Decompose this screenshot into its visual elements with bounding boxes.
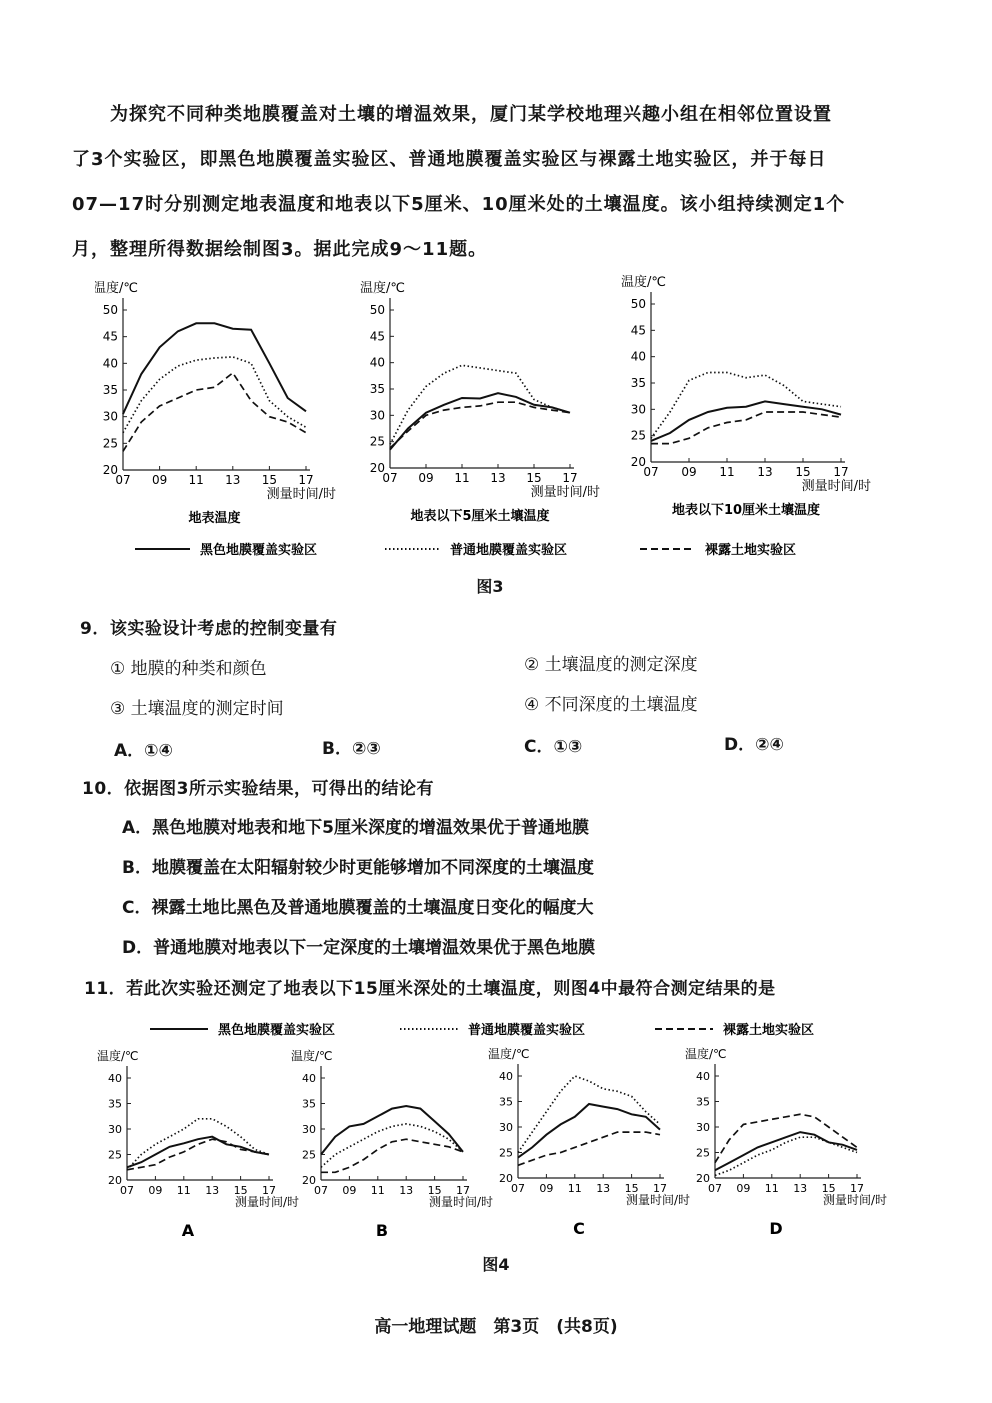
y-tick-label: 40 (696, 1070, 710, 1083)
x-tick-label: 15 (795, 465, 811, 479)
intro-line: 了3个实验区，即黑色地膜覆盖实验区、普通地膜覆盖实验区与裸露土地实验区，并于每日 (72, 149, 827, 170)
series-line-dotted (651, 373, 841, 439)
x-tick-label: 09 (151, 473, 168, 487)
y-tick-label: 35 (302, 1097, 316, 1111)
x-tick-label: 09 (342, 1184, 357, 1197)
y-tick-label: 30 (102, 409, 118, 424)
chart (685, 1046, 887, 1238)
legend-label: 裸露土地实验区 (705, 543, 797, 558)
y-tick-label: 20 (369, 461, 385, 475)
x-axis-label: 测量时间/时 (234, 1195, 299, 1209)
figure-4-label: 图4 (482, 1255, 510, 1274)
x-axis-label: 测量时间/时 (822, 1193, 887, 1207)
x-tick-label: 09 (539, 1182, 554, 1195)
q10-choice-a[interactable]: A．黑色地膜对地表和地下5厘米深度的增温效果优于普通地膜 (122, 818, 589, 838)
x-tick-label: 11 (188, 473, 204, 487)
x-tick-label: 11 (370, 1184, 385, 1197)
x-tick-label: 13 (205, 1184, 220, 1197)
y-tick-label: 25 (102, 436, 118, 451)
figure-3-charts (95, 270, 885, 570)
x-axis-label: 测量时间/时 (530, 485, 600, 500)
option-letter: B (375, 1221, 389, 1240)
x-tick-label: 11 (176, 1184, 191, 1197)
y-tick-label: 40 (630, 349, 646, 364)
q9-item: ④ 不同深度的土壤温度 (524, 695, 698, 715)
option-letter: A (181, 1221, 195, 1240)
q9-item: ③ 土壤温度的测定时间 (110, 699, 284, 719)
x-tick-label: 15 (233, 1184, 248, 1197)
x-tick-label: 17 (262, 1184, 276, 1197)
question-10-stem: 10．依据图3所示实验结果，可得出的结论有 (82, 779, 434, 799)
x-tick-label: 11 (764, 1182, 779, 1195)
series-line-dashed (123, 373, 306, 451)
y-tick-label: 40 (302, 1072, 316, 1085)
x-axis-label: 测量时间/时 (625, 1193, 690, 1207)
series-line-solid (321, 1106, 463, 1155)
x-tick-label: 07 (115, 473, 131, 487)
x-tick-label: 07 (511, 1182, 525, 1195)
y-tick-label: 35 (696, 1095, 710, 1109)
x-axis-label: 测量时间/时 (801, 479, 871, 494)
x-axis-label: 测量时间/时 (266, 487, 336, 502)
y-tick-label: 20 (630, 455, 646, 469)
x-tick-label: 17 (298, 473, 314, 487)
q9-choice-c[interactable]: C．①③ (524, 737, 583, 757)
legend-label: 普通地膜覆盖实验区 (468, 1023, 586, 1038)
x-tick-label: 17 (653, 1182, 667, 1195)
y-tick-label: 25 (696, 1146, 710, 1160)
q9-item: ② 土壤温度的测定深度 (524, 655, 698, 675)
y-tick-label: 25 (302, 1148, 316, 1162)
y-axis-label: 温度/℃ (621, 275, 666, 290)
x-tick-label: 11 (454, 471, 470, 485)
y-tick-label: 25 (630, 428, 646, 443)
series-line-dashed (390, 402, 570, 448)
x-tick-label: 07 (643, 465, 659, 479)
y-tick-label: 40 (369, 355, 385, 370)
legend-label: 黑色地膜覆盖实验区 (218, 1023, 336, 1038)
figure-4 (95, 1012, 895, 1277)
y-tick-label: 30 (696, 1121, 710, 1134)
chart (621, 274, 871, 518)
y-tick-label: 20 (499, 1172, 513, 1185)
series-line-solid (518, 1104, 660, 1158)
series-line-dashed (321, 1139, 463, 1172)
x-tick-label: 13 (757, 465, 773, 479)
chart (95, 280, 336, 526)
series-line-solid (123, 323, 306, 414)
intro-paragraph (72, 92, 902, 272)
y-tick-label: 25 (108, 1148, 122, 1162)
q9-choice-a[interactable]: A．①④ (114, 741, 173, 761)
q9-choice-b[interactable]: B．②③ (322, 739, 381, 759)
option-letter: D (769, 1219, 783, 1238)
chart-title: 地表以下5厘米土壤温度 (410, 509, 550, 524)
x-tick-label: 11 (719, 465, 735, 479)
series-line-dashed (651, 412, 841, 444)
legend-label: 黑色地膜覆盖实验区 (200, 543, 318, 558)
series-line-dashed (127, 1139, 269, 1170)
y-tick-label: 45 (630, 323, 646, 338)
x-tick-label: 07 (120, 1184, 134, 1197)
chart (97, 1048, 299, 1240)
y-tick-label: 20 (102, 463, 118, 477)
y-tick-label: 50 (369, 303, 385, 317)
y-tick-label: 20 (302, 1174, 316, 1187)
y-tick-label: 35 (630, 376, 646, 390)
y-tick-label: 35 (369, 382, 385, 396)
series-line-solid (127, 1137, 269, 1168)
question-9-stem: 9．该实验设计考虑的控制变量有 (80, 619, 338, 639)
chart (360, 280, 600, 524)
x-tick-label: 15 (526, 471, 542, 485)
series-line-solid (651, 401, 841, 441)
series-line-dashed (715, 1114, 857, 1162)
x-tick-label: 11 (567, 1182, 582, 1195)
y-tick-label: 30 (302, 1123, 316, 1136)
y-tick-label: 30 (499, 1121, 513, 1134)
x-tick-label: 07 (382, 471, 398, 485)
chart (488, 1046, 690, 1238)
chart (291, 1048, 493, 1240)
y-tick-label: 30 (630, 402, 646, 417)
y-tick-label: 50 (102, 303, 118, 317)
intro-line: 07—17时分别测定地表温度和地表以下5厘米、10厘米处的土壤温度。该小组持续测定1个 (72, 194, 846, 215)
y-axis-label: 温度/℃ (685, 1047, 727, 1061)
series-line-dotted (390, 365, 570, 444)
x-axis-label: 测量时间/时 (428, 1195, 493, 1209)
y-tick-label: 50 (630, 297, 646, 311)
legend-label: 普通地膜覆盖实验区 (450, 543, 568, 558)
y-tick-label: 20 (696, 1172, 710, 1185)
x-tick-label: 17 (850, 1182, 864, 1195)
y-tick-label: 25 (499, 1146, 513, 1160)
x-tick-label: 13 (399, 1184, 414, 1197)
x-tick-label: 17 (833, 465, 849, 479)
q9-choice-d[interactable]: D．②④ (724, 735, 784, 755)
y-tick-label: 45 (369, 329, 385, 344)
chart-title: 地表以下10厘米土壤温度 (671, 503, 821, 518)
y-tick-label: 35 (108, 1097, 122, 1111)
y-tick-label: 40 (108, 1072, 122, 1085)
q10-choice-c[interactable]: C．裸露土地比黑色及普通地膜覆盖的土壤温度日变化的幅度大 (122, 898, 594, 918)
y-tick-label: 35 (499, 1095, 513, 1109)
y-axis-label: 温度/℃ (360, 281, 405, 296)
y-tick-label: 35 (102, 383, 118, 397)
q10-choice-b[interactable]: B．地膜覆盖在太阳辐射较少时更能够增加不同深度的土壤温度 (122, 858, 594, 878)
y-axis-label: 温度/℃ (488, 1047, 530, 1061)
x-tick-label: 07 (314, 1184, 328, 1197)
x-tick-label: 09 (681, 465, 697, 479)
intro-line: 月，整理所得数据绘制图3。据此完成9～11题。 (72, 239, 488, 260)
series-line-dotted (127, 1119, 269, 1170)
y-tick-label: 40 (499, 1070, 513, 1083)
chart-title: 地表温度 (188, 511, 241, 526)
x-tick-label: 09 (148, 1184, 163, 1197)
figure-3 (95, 270, 885, 605)
series-line-solid (715, 1132, 857, 1170)
x-tick-label: 15 (427, 1184, 442, 1197)
question-11-stem: 11．若此次实验还测定了地表以下15厘米深处的土壤温度，则图4中最符合测定结果的是 (84, 979, 776, 999)
option-letter: C (573, 1219, 585, 1238)
series-line-solid (390, 393, 570, 449)
y-tick-label: 40 (102, 356, 118, 371)
y-tick-label: 25 (369, 434, 385, 449)
y-tick-label: 45 (102, 329, 118, 344)
x-tick-label: 09 (418, 471, 434, 485)
x-tick-label: 15 (261, 473, 278, 487)
legend-label: 裸露土地实验区 (723, 1023, 815, 1038)
x-tick-label: 13 (225, 473, 241, 487)
y-tick-label: 30 (108, 1123, 122, 1136)
x-tick-label: 13 (793, 1182, 808, 1195)
q9-item: ① 地膜的种类和颜色 (110, 659, 267, 679)
series-line-dashed (518, 1132, 660, 1165)
x-tick-label: 09 (736, 1182, 751, 1195)
x-tick-label: 17 (562, 471, 578, 485)
q10-choice-d[interactable]: D．普通地膜对地表以下一定深度的土壤增温效果优于黑色地膜 (122, 938, 596, 958)
y-axis-label: 温度/℃ (95, 281, 138, 296)
x-tick-label: 15 (624, 1182, 639, 1195)
x-tick-label: 13 (596, 1182, 611, 1195)
figure-3-label: 图3 (476, 577, 504, 596)
x-tick-label: 07 (708, 1182, 722, 1195)
y-tick-label: 20 (108, 1174, 122, 1187)
figure-4-charts (95, 1012, 895, 1252)
intro-line: 为探究不同种类地膜覆盖对土壤的增温效果，厦门某学校地理兴趣小组在相邻位置设置 (110, 104, 832, 125)
y-axis-label: 温度/℃ (97, 1049, 139, 1063)
x-tick-label: 15 (821, 1182, 836, 1195)
x-tick-label: 13 (490, 471, 506, 485)
page-footer: 高一地理试题 第3页 (共8页) (374, 1317, 618, 1337)
y-axis-label: 温度/℃ (291, 1049, 333, 1063)
y-tick-label: 30 (369, 408, 385, 423)
x-tick-label: 17 (456, 1184, 470, 1197)
series-line-dotted (123, 357, 306, 433)
